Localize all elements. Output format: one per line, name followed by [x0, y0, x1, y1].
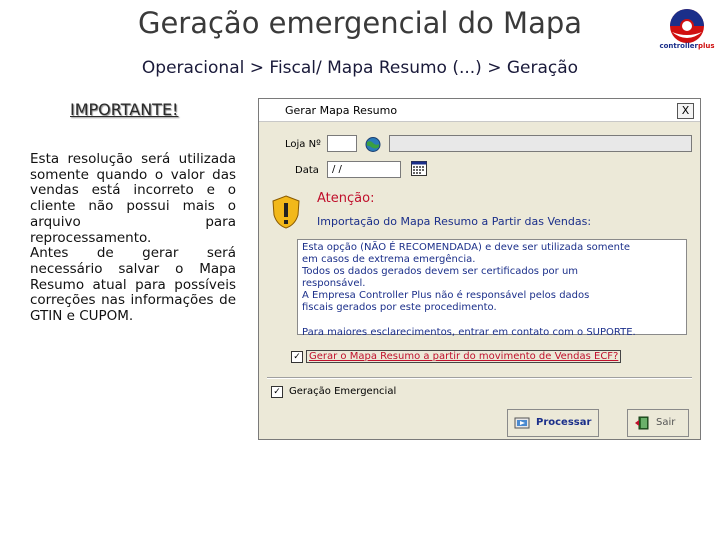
message-line: responsável.: [302, 278, 366, 290]
exit-button-label: Sair: [656, 417, 676, 428]
warning-message-box: [297, 239, 687, 338]
message-line: em casos de extrema emergência.: [302, 254, 476, 266]
description-text: [30, 152, 236, 325]
store-name-field: [389, 135, 692, 152]
store-number-input[interactable]: [327, 135, 357, 152]
generate-from-sales-checkbox[interactable]: ✓: [291, 351, 303, 363]
dialog-title: Gerar Mapa Resumo: [285, 104, 398, 117]
description-paragraph-1: Esta resolução será utilizada somente quando o valor das vendas está incorreto e o cliente não possui mais o arquivo para reprocessamento.: [30, 151, 236, 246]
message-line: A Empresa Controller Plus não é responsável pelos dados: [302, 290, 590, 302]
breadcrumb: Operacional > Fiscal/ Mapa Resumo (...) > Geração: [141, 58, 579, 78]
dialog-title-bar: [259, 99, 700, 122]
divider: [267, 377, 692, 379]
exit-door-icon: [634, 416, 650, 430]
description-paragraph-2: Antes de gerar será necessário salvar o Mapa Resumo atual para possíveis correções nas informações de GTIN e CUPOM.: [30, 245, 236, 325]
message-line: [302, 315, 682, 327]
date-input[interactable]: / /: [327, 161, 401, 178]
exit-button[interactable]: [627, 409, 689, 437]
message-line: Todos os dados gerados devem ser certificados por um: [302, 266, 579, 278]
process-button[interactable]: [507, 409, 599, 437]
message-line: Para maiores esclarecimentos, entrar em contato com o SUPORTE.: [302, 326, 636, 338]
calendar-icon[interactable]: [411, 161, 427, 176]
store-label: Loja Nº: [285, 139, 321, 150]
process-button-label: Processar: [536, 417, 592, 428]
logo-text: controllerplus: [659, 42, 715, 50]
message-line: Esta opção (NÃO É RECOMENDADA) e deve ser utilizada somente: [302, 242, 631, 253]
slide-title: Geração emergencial do Mapa: [137, 6, 583, 40]
emergency-generation-checkbox[interactable]: ✓: [271, 386, 283, 398]
close-button[interactable]: X: [677, 103, 694, 119]
important-heading: IMPORTANTE!: [70, 100, 179, 119]
process-icon: [514, 416, 530, 430]
date-label: Data: [295, 165, 319, 176]
emergency-generation-label[interactable]: Geração Emergencial: [289, 386, 397, 397]
gerar-mapa-resumo-dialog: [258, 98, 701, 440]
generate-from-sales-label[interactable]: Gerar o Mapa Resumo a partir do movimento de Vendas ECF?: [306, 350, 621, 363]
search-globe-icon[interactable]: [364, 136, 382, 153]
message-line: fiscais gerados por este procedimento.: [302, 302, 497, 314]
attention-title: Atenção:: [317, 191, 375, 206]
attention-subtitle: Importação do Mapa Resumo a Partir das Vendas:: [317, 215, 592, 228]
warning-shield-icon: [271, 195, 301, 229]
